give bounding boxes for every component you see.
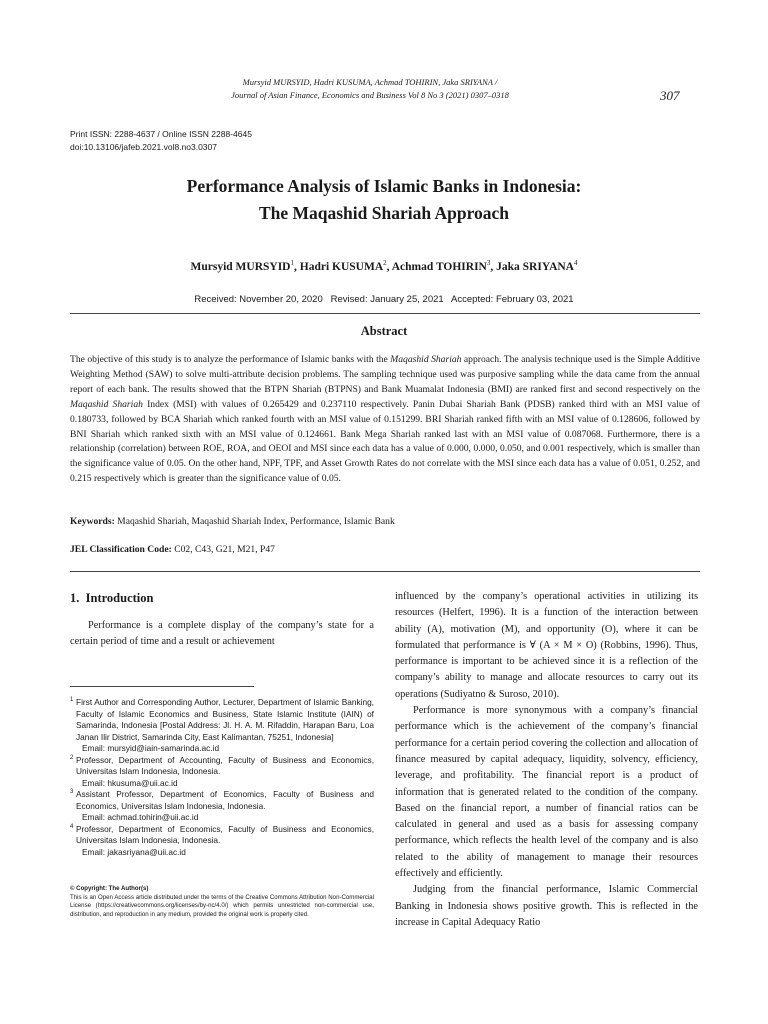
keywords-label: Keywords:: [70, 516, 115, 527]
jel-codes: C02, C43, G21, M21, P47: [171, 544, 275, 555]
abstract-heading: Abstract: [360, 324, 408, 338]
paragraph: [395, 703, 698, 882]
keywords: [70, 516, 700, 527]
keywords-text: Maqashid Shariah, Maqashid Shariah Index, Performance, Islamic Bank: [114, 516, 395, 527]
footnotes: [70, 697, 374, 858]
article-dates: Received: November 20, 2020 Revised: January 25, 2021 Accepted: February 03, 2021: [194, 294, 574, 305]
running-head: [160, 76, 580, 102]
footnote-email: Email: achmad.tohirin@uii.ac.id: [82, 812, 199, 822]
jel-classification: [70, 544, 700, 555]
footnote-email: Email: hkusuma@uii.ac.id: [82, 777, 178, 788]
abstract-italic-term: Maqashid Shariah: [70, 398, 143, 410]
article-title: [90, 173, 678, 227]
footnote: [70, 697, 374, 755]
author-affiliation-mark: 3: [486, 259, 491, 267]
abstract-top-rule: [70, 313, 700, 314]
author-affiliation-mark: 4: [574, 259, 578, 267]
issn-line: Print ISSN: 2288-4637 / Online ISSN 2288-4645: [70, 129, 252, 139]
footnote: [70, 789, 374, 824]
paragraph-text: Performance is a complete display of the company’s state for a certain period of time and a result or achievement: [70, 620, 374, 648]
footnote-rule: [70, 686, 254, 687]
abstract-bottom-rule: [70, 571, 700, 572]
footnote-mark: 4: [70, 823, 74, 830]
license-text: This is an Open Access article distributed under the terms of the Creative Commons Attribution Non-Commercial License (https://creativecommons.org/licenses/by-nc/4.0/) which permits unrestricted non-commercial use, distribution, and reproduction in any medium, provided the original work is properly cited.: [70, 893, 374, 918]
license-notice: [70, 885, 374, 919]
footnote: [70, 824, 374, 859]
footnote-text: First Author and Corresponding Author, Lecturer, Department of Islamic Banking, Faculty of Islamic Economics and Business, State Islamic Institute (IAIN) of Samarinda, Indonesia [Postal Address: Jl. H. A. M. Rifaddin, Harapan Baru, Loa Janan Ilir District, Samarinda City, East Kalimantan, 75251, Indonesia]: [76, 697, 374, 742]
paragraph: influenced by the company’s operational activities in utilizing its resources (Helfert, 1996). It is a function of the interaction between ability (A), motivation (M), and opportunity (O), where it can be formulated that performance is ∀ (A × M × O) (Robbins, 1996). Thus, performance is important to be achieved since it is a reflection of the company’s ability to manage and allocate resources to carry out its operations (Sudiyatno & Suroso, 2010).: [395, 591, 698, 700]
footnote-text: Professor, Department of Accounting, Faculty of Business and Economics, Universitas Islam Indonesia, Indonesia.: [76, 754, 374, 776]
footnote-email: Email: jakasriyana@uii.ac.id: [82, 846, 186, 857]
author-name: Jaka SRIYANA: [496, 260, 574, 273]
intro-right-column: [395, 589, 698, 931]
section-heading-introduction: 1. Introduction: [70, 591, 154, 605]
running-head-journal: Journal of Asian Finance, Economics and Business Vol 8 No 3 (2021) 0307–0318: [231, 90, 509, 100]
paragraph: [395, 882, 698, 931]
author-name: Mursyid MURSYID: [190, 260, 291, 273]
doi-line: doi:10.13106/jafeb.2021.vol8.no3.0307: [70, 141, 217, 152]
footnote-text: Assistant Professor, Department of Economics, Faculty of Business and Economics, Universitas Islam Indonesia, Indonesia.: [76, 789, 374, 811]
issn-block: [70, 128, 252, 153]
title-line-1: Performance Analysis of Islamic Banks in Indonesia:: [186, 176, 582, 196]
author-name: Hadri KUSUMA: [299, 260, 384, 273]
abstract-body: [70, 353, 700, 487]
footnote-text: Professor, Department of Economics, Faculty of Business and Economics, Universitas Islam Indonesia, Indonesia.: [76, 823, 374, 845]
author-affiliation-mark: 1: [290, 259, 294, 267]
paragraph-text: Judging from the financial performance, Islamic Commercial Banking in Indonesia shows positive growth. This is reflected in the increase in Capital Adequacy Ratio: [395, 884, 698, 928]
author-name: Achmad TOHIRIN: [391, 260, 487, 273]
footnote: [70, 755, 374, 790]
footnote-mark: 1: [70, 697, 74, 703]
abstract-italic-term: Maqashid Shariah: [390, 354, 462, 365]
copyright-line: © Copyright: The Author(s): [70, 885, 149, 892]
footnote-mark: 3: [70, 789, 74, 795]
abstract-text: The objective of this study is to analyze the performance of Islamic banks with the: [70, 354, 391, 365]
author-affiliation-mark: 2: [383, 259, 387, 267]
paragraph-text: Performance is more synonymous with a company’s financial performance which is the achievement of the company’s financial performance for a certain period covering the collection and allocation of finance measured by capital adequacy, liquidity, solvency, efficiency, leverage, and profitability. The financial report is a product of information that is generated related to the condition of the company. Based on the financial report, a number of financial ratios can be calculated in general and used as a basis for assessing company performance, which reflects the health level of the company and is also related to the ability of management to manage their resources effectively and efficiently.: [395, 705, 698, 880]
running-head-authors: Mursyid MURSYID, Hadri KUSUMA, Achmad TOHIRIN, Jaka SRIYANA /: [242, 77, 498, 87]
footnote-mark: 2: [70, 754, 74, 761]
abstract-text: Index (MSI) with values of 0.265429 and 0.237110 respectively. Panin Dubai Shariah Bank (PDSB) ranked third with an MSI value of 0.180733, followed by BCA Shariah which ranked fourth with an MSI value of 0.151299. BRI Shariah ranked fifth with an MSI value of 0.128606, followed by BNI Shariah which ranked sixth with an MSI value of 0.124661. Bank Mega Shariah ranked last with an MSI value of 0.087068. Furthermore, there is a relationship (correlation) between ROE, ROA, and OEOI and MSI since each data has a value of 0.000, 0.000, 0.050, and 0.001 respectively, which is smaller than the significance value of 0.05. On the other hand, NPF, TPF, and Asset Growth Rates do not correlate with the MSI since each data has a value of 0.051, 0.252, and 0.215 respectively which is greater than the significance value of 0.05.: [70, 398, 700, 485]
jel-label: JEL Classification Code:: [70, 544, 172, 555]
abstract-text: approach. The analysis technique used is the Simple Additive Weighting Method (SAW) to solve multi-attribute decision problems. The sampling technique used was purposive sampling while the data came from the annual report of each bank. The results showed that the BTPN Shariah (BTPNS) and Bank Muamalat Indonesia (BMI) are ranked first and second respectively on the: [70, 354, 700, 395]
title-line-2: The Maqashid Shariah Approach: [258, 203, 510, 223]
page-number: 307: [660, 88, 680, 103]
author-list: Mursyid MURSYID$^1$, Hadri KUSUMA$^2$, Achmad TOHIRIN$^3$, Jaka SRIYANA$^4$: [190, 259, 578, 273]
intro-left-paragraph: [70, 618, 374, 651]
footnote-email: Email: mursyid@iain-samarinda.ac.id: [82, 743, 220, 753]
